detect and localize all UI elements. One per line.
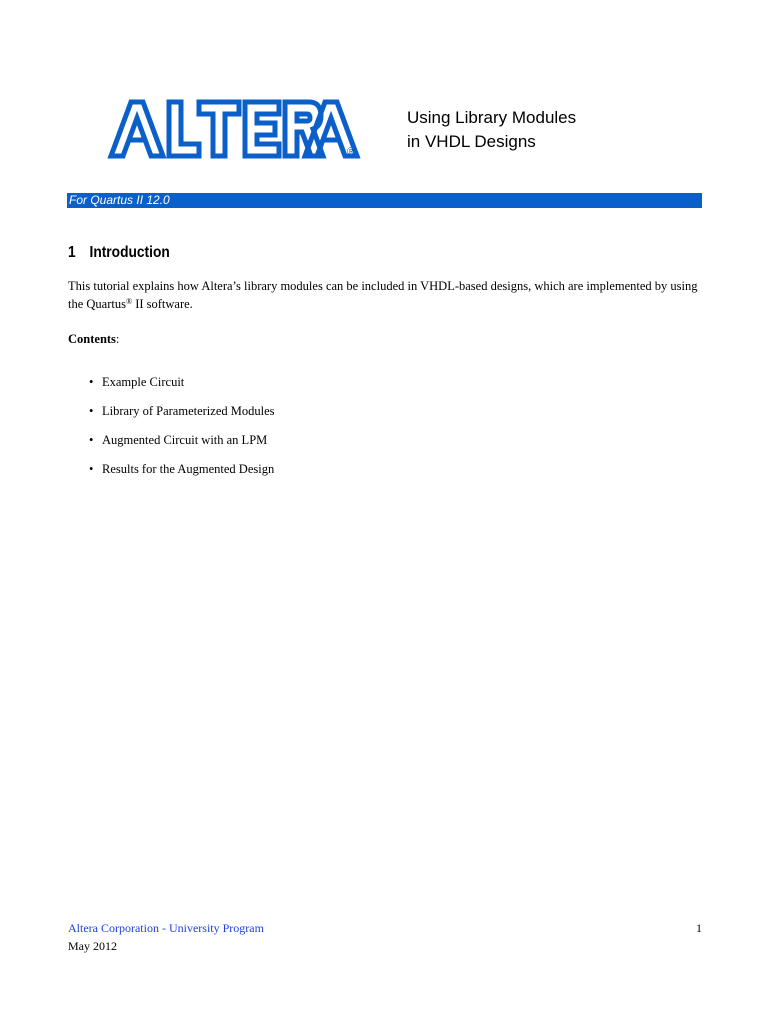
- contents-item: [89, 402, 275, 431]
- section-number: 1: [68, 244, 76, 261]
- contents-item: [89, 460, 275, 489]
- page-number: 1: [696, 921, 702, 935]
- bullet-icon: •: [89, 375, 94, 389]
- intro-paragraph: [68, 277, 704, 313]
- intro-paragraph-text: This tutorial explains how Altera’s library modules can be included in VHDL-based designs, which are implemented by using the Quartus: [68, 279, 698, 311]
- contents-item-label: Example Circuit: [102, 375, 185, 389]
- footer-date: May 2012: [68, 939, 117, 953]
- bullet-icon: •: [89, 404, 94, 418]
- altera-logo: [107, 96, 365, 166]
- document-title-line-2: in VHDL Designs: [407, 132, 536, 151]
- version-bar: [67, 193, 702, 208]
- bullet-icon: •: [89, 433, 94, 447]
- contents-heading: [68, 330, 119, 348]
- intro-paragraph-end: II software.: [132, 297, 193, 311]
- bullet-icon: •: [89, 462, 94, 476]
- contents-list: [89, 373, 275, 489]
- contents-item: [89, 431, 275, 460]
- intro-registered-mark: ®: [125, 297, 133, 306]
- version-label: For Quartus II 12.0: [69, 193, 170, 207]
- contents-item-label: Augmented Circuit with an LPM: [102, 433, 268, 447]
- contents-item: [89, 373, 275, 402]
- footer-organization: Altera Corporation - University Program: [68, 921, 264, 935]
- contents-colon: :: [115, 332, 120, 346]
- document-title: [407, 106, 727, 154]
- contents-label: Contents: [68, 332, 116, 346]
- document-title-line-1: Using Library Modules: [407, 108, 577, 127]
- altera-logo-graphic: [107, 96, 365, 166]
- contents-item-label: Library of Parameterized Modules: [102, 404, 275, 418]
- section-heading: [68, 243, 170, 263]
- contents-item-label: Results for the Augmented Design: [102, 462, 275, 476]
- section-title: Introduction: [89, 244, 170, 261]
- registered-mark: ®: [347, 146, 356, 158]
